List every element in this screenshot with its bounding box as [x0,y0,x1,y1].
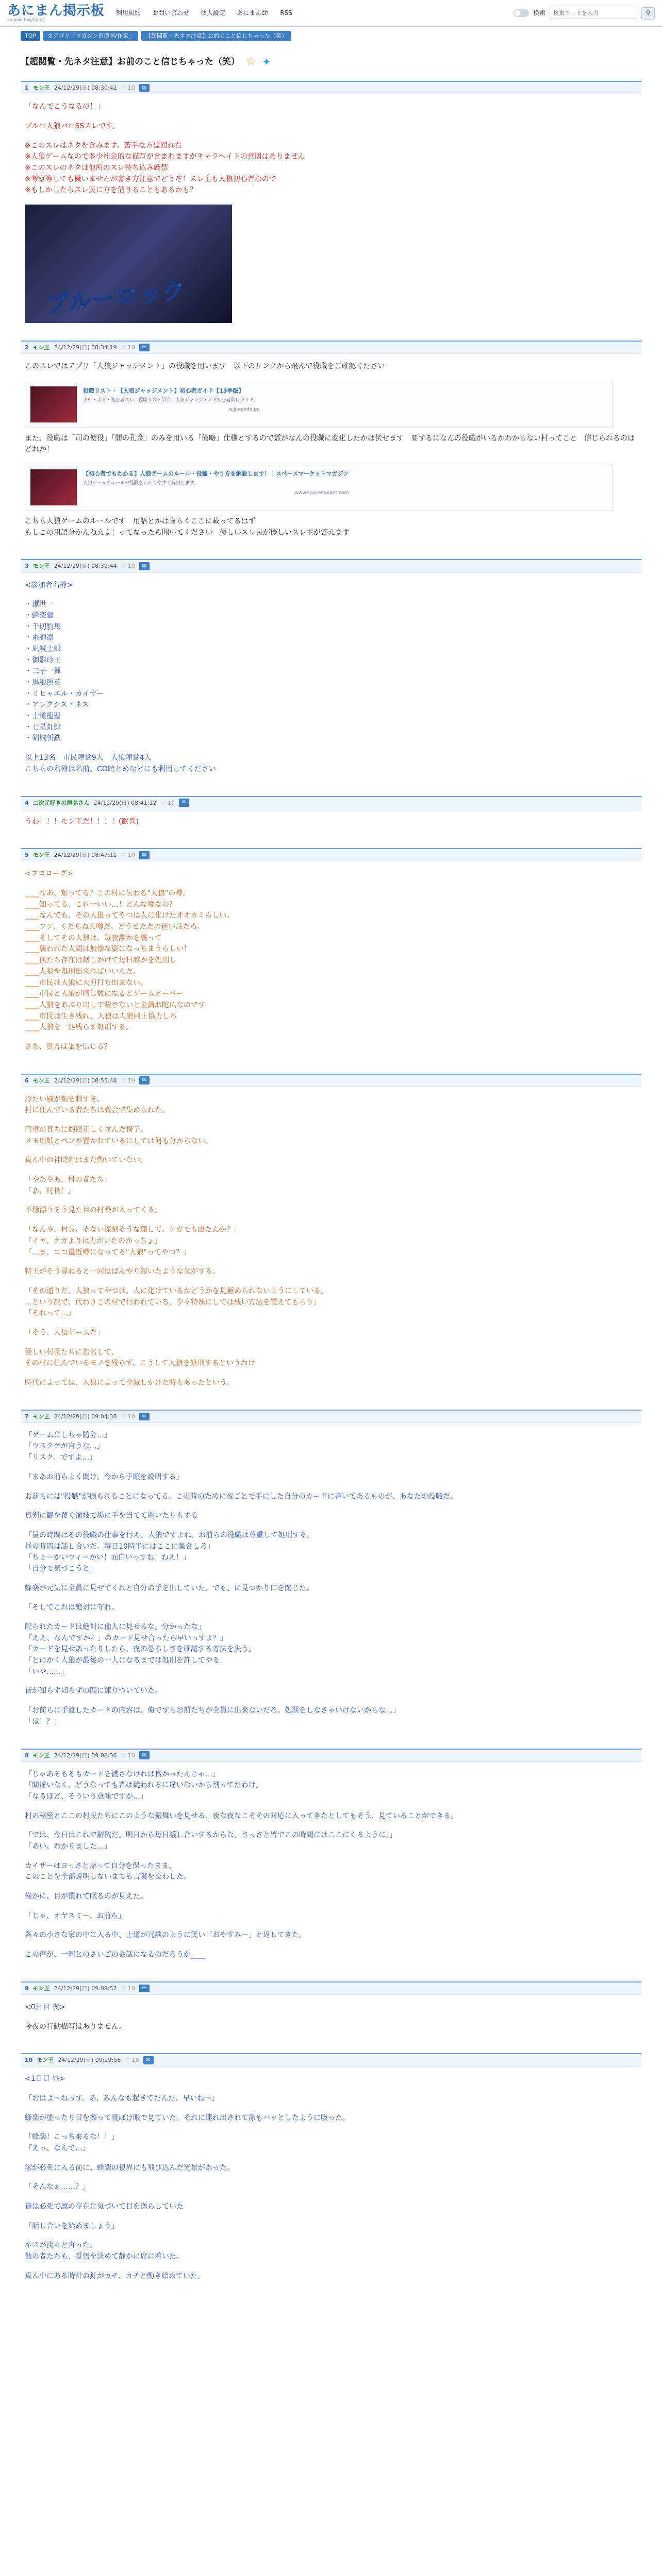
post-image[interactable] [25,205,232,323]
roster-item: ・潔世一 [25,600,54,609]
breadcrumb [21,31,641,41]
post-body [21,1762,641,1972]
post-date: 24/12/29(日) 08:30:42 [54,84,117,92]
post-author: モン王 [37,2057,54,2064]
link-title[interactable]: 【初心者でもわかる】人狼ゲームのルール・役職・やり方を解説します！｜スペースマーケットマガジン [83,470,349,478]
search-label: 検索 [533,9,545,17]
link-text [83,386,258,422]
post-paragraph: 「なんでこうなるの！」 [25,103,104,111]
post-number[interactable]: 6 [25,1077,29,1084]
search-icon[interactable]: ⚲ [641,7,655,20]
post-header [21,848,641,861]
post-body [21,2066,641,2293]
like-icon[interactable]: ♡ 10 [121,1077,135,1084]
post-number[interactable]: 8 [25,1752,29,1759]
post-author: モン王 [32,1752,50,1759]
link-url: w.jinroinfo.jp [228,407,258,413]
post-paragraph: このスレではアプリ「人狼ジャッジメント」の役職を用います 以下のリンクから飛んで役職をご確認ください [25,362,385,371]
post-paragraph: 真ん中の神時計はまだ動いていない。 [25,1156,147,1165]
post-number[interactable]: 10 [25,2057,33,2064]
post-paragraph: <1日目 昼> [25,2075,65,2083]
link-text [83,469,349,505]
post-paragraph: 「その通りだ。人狼ってやつは、人に化けているかどうかを見極められないようにしている。 …という訳で、代わりこの村で行われている、少々特殊にしては残い方法を覚えてもらう」 「それって…」 [25,1286,328,1318]
like-icon[interactable]: ♡ 10 [121,344,135,351]
roster-item: ・千切豹馬 [25,622,61,631]
post-paragraph: 怪しい村民たちに指名して、 その村に住んでいるモノを残らず、こうして人狼を処刑するというわけ [25,1348,255,1368]
roster-item: ・七星虹郎 [25,723,61,732]
reply-button[interactable]: ✉ [143,2056,154,2064]
post-header [21,1981,641,1995]
roster-item: ・ミヒャエル・カイザー [25,689,104,698]
like-icon[interactable]: ♡ 10 [121,84,135,92]
post-author: モン王 [32,1985,50,1992]
post-paragraph: 冷たい風が頬を刺す冬。 村に住んでいる者たちは教会で集められた。 [25,1095,169,1115]
post-paragraph: カイザーはヨっさと帰って自分を保ったまま、 このことを全部説明しないまでも言葉を交わした。 [25,1861,191,1882]
post-date: 24/12/29(日) 09:04:38 [54,1413,117,1420]
post-author: モン王 [32,563,50,570]
post-number[interactable]: 5 [25,852,29,859]
post-date: 24/12/29(日) 08:55:48 [54,1077,117,1084]
post-body [21,809,641,839]
reply-button[interactable]: ✉ [139,562,150,570]
post-author: モン王 [32,1077,50,1084]
reply-button[interactable]: ✉ [139,1985,150,1993]
roster-item: ・アレクシス・ネス [25,701,89,709]
post-paragraph: 「おはよ～ねっす。あ、みんなも起きてたんだ、早いね～」 [25,2094,219,2103]
like-icon[interactable]: ♡ 10 [121,563,135,570]
post-paragraph: 「昼の時間はその役職の仕事を行え。人狼ですよね。お前らの役職は尊重して処刑する。 昼の時間は話し合いだ。毎日10時半にはここに集合しろ」 「ちょーかいウィーかい！面白いっすね！ねえ！」 「自分で気づこうと」 [25,1531,314,1573]
post-author: モン王 [32,344,50,351]
post-paragraph: 配られたカードは絶対に他人に見せるな。分かったな」 「ええ、なんですか？」のカード見せ合ったら早いっすよ？」 「カードを見せあったりしたら、夜の恐ろしさを確認する方法を失う」 「とにかく人狼が最後の一人になるまでは処刑を許してやる」 「いや……」 [25,1623,256,1676]
post-paragraph: お前らには"役職"が振られることになってる。この時のために夜ごとで手にした自分のカードに書いてあるものが、あなたの役職だ。 [25,1492,457,1501]
post-paragraph: 円卓の真ちに燭照正しく並んだ椅子。 メモ用紙とペンが置かれているにしては何も分からない。 [25,1126,212,1145]
site-logo[interactable] [7,4,105,23]
post-number[interactable]: 1 [25,84,29,92]
post-author: 二次元好きの匿名さん [32,799,90,806]
post-body [21,1995,641,2044]
post-number[interactable]: 9 [25,1985,29,1992]
post-paragraph: 僅かに、目が慣れて眠るのが見えた。 [25,1892,147,1901]
post-paragraph: 「じゃ、オヤスミー、お前ら」 [25,1911,126,1920]
post-paragraph: この声が、一同とのさいごの会話になるのだろうか____ [25,1951,205,1959]
link-description: ガチ・ネタ・初心者スレ。役職リスト紹介。人狼ジャッジメント初心者向けガイド。 [83,397,258,403]
like-icon[interactable]: ♡ 10 [121,1985,135,1992]
thread-title-row [21,53,641,71]
post-paragraph: 「そんなぁ……？」 [25,2183,90,2192]
post-paragraph: 真ん中にある時計の針がカチ、カチと動き始めていた。 [25,2272,205,2280]
post-date: 24/12/29(日) 08:47:11 [54,852,117,859]
main-content [0,31,662,2294]
logo-subtext: animan bbs/掲示板 [7,17,45,22]
link-thumbnail [30,386,77,422]
breadcrumb-top[interactable]: TOP [21,31,40,41]
post-paragraph: 村の秘密とここの村民たちにこのような振舞いを見せる、夜な夜なこそその対応に入ってきたとしてもそう、見ていることができる。 [25,1811,458,1820]
link-card[interactable] [25,464,613,511]
nav-link[interactable]: お問い合わせ [152,9,190,17]
post-header [21,1074,641,1087]
reply-button[interactable]: ✉ [139,84,150,92]
post-paragraph: ____なあ、知ってる？この村に伝わる"人狼"の噂。 ____知ってる、これ一いい…！どんな噂なの？ ____なんでも、その人狼ってやつは人に化けたオオカミらしい。 ____フン、くだらねえ噂だ。どうせただの迷い話だろ。 ____そしてその人狼は、毎夜誰かを襲って ____襲われた人間は無惨な姿になっちまうらしい！ ____僕たち存在は話しかけて毎日誰かを処刑し ____人狼を処刑出来ればいいんだ。 ____市民は人狼に大刀打ち出来ない。 ____市民と人狼が同じ数になるとゲームオーバー ____人狼をあぶり出して殺さないと全員お陀仏なのです ____市民は生き残れ、人狼は人狼同士協力しろ ____人狼を一匹残らず処刑する。 [25,889,234,1032]
post-image-caption: ブルーロック [44,276,188,318]
post-header [21,341,641,354]
post-paragraph: 今夜の行動描写はありません。 [25,2022,126,2031]
roster-item: ・糸師凛 [25,634,54,642]
post-paragraph: 不穏漂うそう見た目の村長が入ってくる。 [25,1206,162,1215]
post-header [21,559,641,572]
post-paragraph: <参加者名簿> [25,581,73,589]
post-paragraph: <プロローグ> [25,870,73,878]
post-paragraph: 「じゃあそもそもカードを渡さなければ良かったんじゃ…」 「間違いなく、どうなっても皆は疑われるに違いないから割ってたわけ」 「なるほど、そういう意味ですか…」 [25,1770,263,1801]
like-icon[interactable]: ♡ 10 [160,799,175,806]
reply-button[interactable]: ✉ [139,344,150,352]
reply-button[interactable]: ✉ [139,1413,150,1421]
post-body [21,94,641,331]
post-header [21,1410,641,1423]
roster-item: ・二子一揮 [25,667,61,676]
theme-toggle[interactable] [514,9,529,17]
post-body [21,1423,641,1739]
post-number[interactable]: 7 [25,1413,29,1420]
reply-button[interactable]: ✉ [139,1076,150,1084]
post-date: 24/12/29(日) 08:34:19 [54,344,117,351]
like-icon[interactable]: ♡ 10 [121,852,135,859]
post-paragraph: 「やあやあ、村の者たち」 「あ、村長！」 [25,1176,111,1195]
post-date: 24/12/29(日) 08:41:12 [93,799,157,806]
roster-item: ・凪誠士郎 [25,645,61,653]
breadcrumb-thread[interactable]: 【超閲覧・先ネタ注意】お前のこと信じちゃった（笑） [141,31,291,41]
post-body [21,1087,641,1400]
roster-item: ・馬狼照英 [25,679,61,687]
post-body [21,573,641,787]
roster-item: ・剣城斬鉄 [25,734,61,743]
like-icon[interactable]: ♡ 10 [121,1413,135,1420]
logo-text: あにまん掲示板 [7,3,105,19]
thread-title: 【超閲覧・先ネタ注意】お前のこと信じちゃった（笑） [21,56,240,67]
link-description: 人狼ゲームのルールや役職をわかりやすく解説します。 [83,481,199,486]
post-body [21,354,641,550]
reply-button[interactable]: ✉ [139,851,150,859]
post-author: モン王 [32,1413,50,1420]
post-header [21,81,641,94]
breadcrumb-category[interactable]: カテゴリ「マガジン系漫画/作家」 [43,31,138,41]
post-paragraph: 「話し合いを始めましょう」 [25,2222,119,2230]
roster-item: ・蜂楽廻 [25,611,54,620]
post-header [21,796,641,809]
roster-list [25,599,637,744]
nav-link[interactable]: 個人設定 [201,9,226,17]
like-icon[interactable]: ♡ 10 [125,2057,139,2064]
post-number[interactable]: 3 [25,563,29,570]
post-paragraph: さあ、貴方は誰を信じる？ [25,1042,111,1051]
header-tools [514,7,655,20]
post-header [21,1749,641,1762]
post-paragraph: うわ！！！モン王だ！！！！(歓喜) [25,817,139,826]
site-header [0,0,662,27]
roster-item: ・士道龍聖 [25,712,61,721]
post-paragraph: 時代によっては、人狼によって全滅しかけた時もあったという。 [25,1379,234,1387]
post-paragraph: ブルロ人狼パロSSスレです。 [25,122,120,130]
post-paragraph: 「お前らに手渡したカードの内容は、俺ですらお前たちが全員に出来ないだろ。処罰をしなきゃいけないからな…」 「は！？」 [25,1706,400,1726]
post-author: モン王 [32,852,50,859]
post-paragraph: こちら人狼ゲームのルールです 用語とかは身らくここに載ってるはず もしこの用語分かんねえよ！ってなったら聞いてください 優しいスレ民が優しいスレ主が答えます [25,517,350,537]
search-input[interactable] [550,8,637,19]
nav-link[interactable]: あにまんch [237,9,269,17]
nav-menu [116,8,292,18]
post-paragraph: 特王がそう尋ねると一同はばんやり頷いたような気がする。 [25,1267,220,1276]
link-thumbnail [30,469,77,505]
reply-button[interactable]: ✉ [139,1751,150,1759]
post-paragraph: 「まあお前らよく聞け。今から手順を説明する」 [25,1472,184,1481]
like-icon[interactable]: ♡ 10 [121,1752,135,1759]
post-date: 24/12/29(日) 09:29:56 [58,2057,121,2064]
post-paragraph: 蜂楽が塗ったり目を擦って寝ぼけ眼で見ていた。それに連れ出されて潔もハッとしたように吸った。 [25,2113,350,2122]
post-number[interactable]: 4 [25,799,29,806]
post-paragraph: 「そしてこれは絶対に守れ。 [25,1603,119,1612]
post-paragraph: 潔が必死に入る前に、蜂楽の視界にも飛び込んだ光景があった。 [25,2163,234,2172]
reply-button[interactable]: ✉ [179,799,189,807]
post-date: 24/12/29(日) 09:09:57 [54,1985,117,1992]
post-paragraph: 皆が知らず知らずの間に凍りついていた。 [25,1687,162,1696]
post-paragraph: 皆は必死で凛の存在に気づいて目を逸らしていた [25,2202,184,2211]
post-number[interactable]: 2 [25,344,29,351]
post-paragraph: 真剣に観を覆く演技で場に手を当てて聞いたりもする [25,1512,198,1520]
roster-item: ・御影玲王 [25,656,61,665]
link-title[interactable]: 役職リスト - 【人狼ジャッジメント】初心者ガイド【13季版】 [83,387,244,394]
post-date: 24/12/29(日) 09:08:36 [54,1752,117,1759]
post-paragraph: ※このスレはネタを含みます。苦手な方は回れ右 ※人狼ゲームなので多少社会的な描写が含まれますがキャラヘイトの意図はありません ※このスレのネタは他所のスレ持ち込み厳禁 ※考察等しても構いませんが書き方注意でどうぞ！スレ主も人狼初心者なので ※もしかしたらスレ民に方を借りることもあるかも？ [25,141,305,195]
post-paragraph: ネスが淡々と言った。 他の者たちも、覚悟を決めて静かに席に着いた。 [25,2241,184,2261]
post-header [21,2053,641,2066]
favorite-star-icon[interactable]: ☆ [246,55,256,69]
post-body [21,861,641,1064]
post-list [21,81,641,2293]
nav-link[interactable]: 利用規約 [116,9,141,17]
post-paragraph: 「では、今日はこれで解散だ。明日から毎日議し合いするからな。さっさと皆でこの時間にはここにくるように。」 「あい、わかりました…」 [25,1831,396,1851]
post-paragraph: また、役職は「司の使役」「闇の孔金」のみを用いる「簡略」仕様とするので霊がなんの役職に変化したかは伏せます 要するになんの役職がいるかわからない村ってこと 信じられるのはどれか！ [25,434,635,454]
link-url: www.spacemarket.com [294,490,349,496]
post-paragraph: 「ゲームにしちゃ随分…」 「ウスクゲが言うな…」 「リスク、ですよ…」 [25,1431,111,1462]
post-paragraph: <0日目 夜> [25,2003,65,2011]
post-paragraph: 「なんや、村長。そない深刻そうな顔して。ケガでも出たんか？」 「イヤ、ケガよりは力がいたのかっちょ」 「…ま、ココ最近噂になってる"人狼"ってやつ？」 [25,1226,241,1257]
post-paragraph: 以上13名 市民陣営9人 人狼陣営4人 こちらの名簿は名前、CO時とめなどにも利用してください [25,754,216,773]
post-paragraph: 「蜂楽！こっち来るな！！」 「えっ、なんで…」 [25,2133,119,2153]
link-card[interactable] [25,381,613,428]
post-paragraph: 蜂楽が元気に全員に見せてくれと自分の手を出していた。でも、に見つかり口を閉じた。 [25,1584,313,1592]
post-author: モン王 [32,84,50,92]
post-paragraph: 各々の小さな家の中に入る中、士道が冗談のように笑い「おやすみー」と返してきた。 [25,1931,306,1940]
post-date: 24/12/29(日) 08:39:44 [54,563,117,570]
nav-link[interactable]: RSS [280,9,292,17]
twitter-share-icon[interactable]: ✦ [262,55,271,68]
post-paragraph: 「そう、人狼ゲームだ」 [25,1328,104,1337]
